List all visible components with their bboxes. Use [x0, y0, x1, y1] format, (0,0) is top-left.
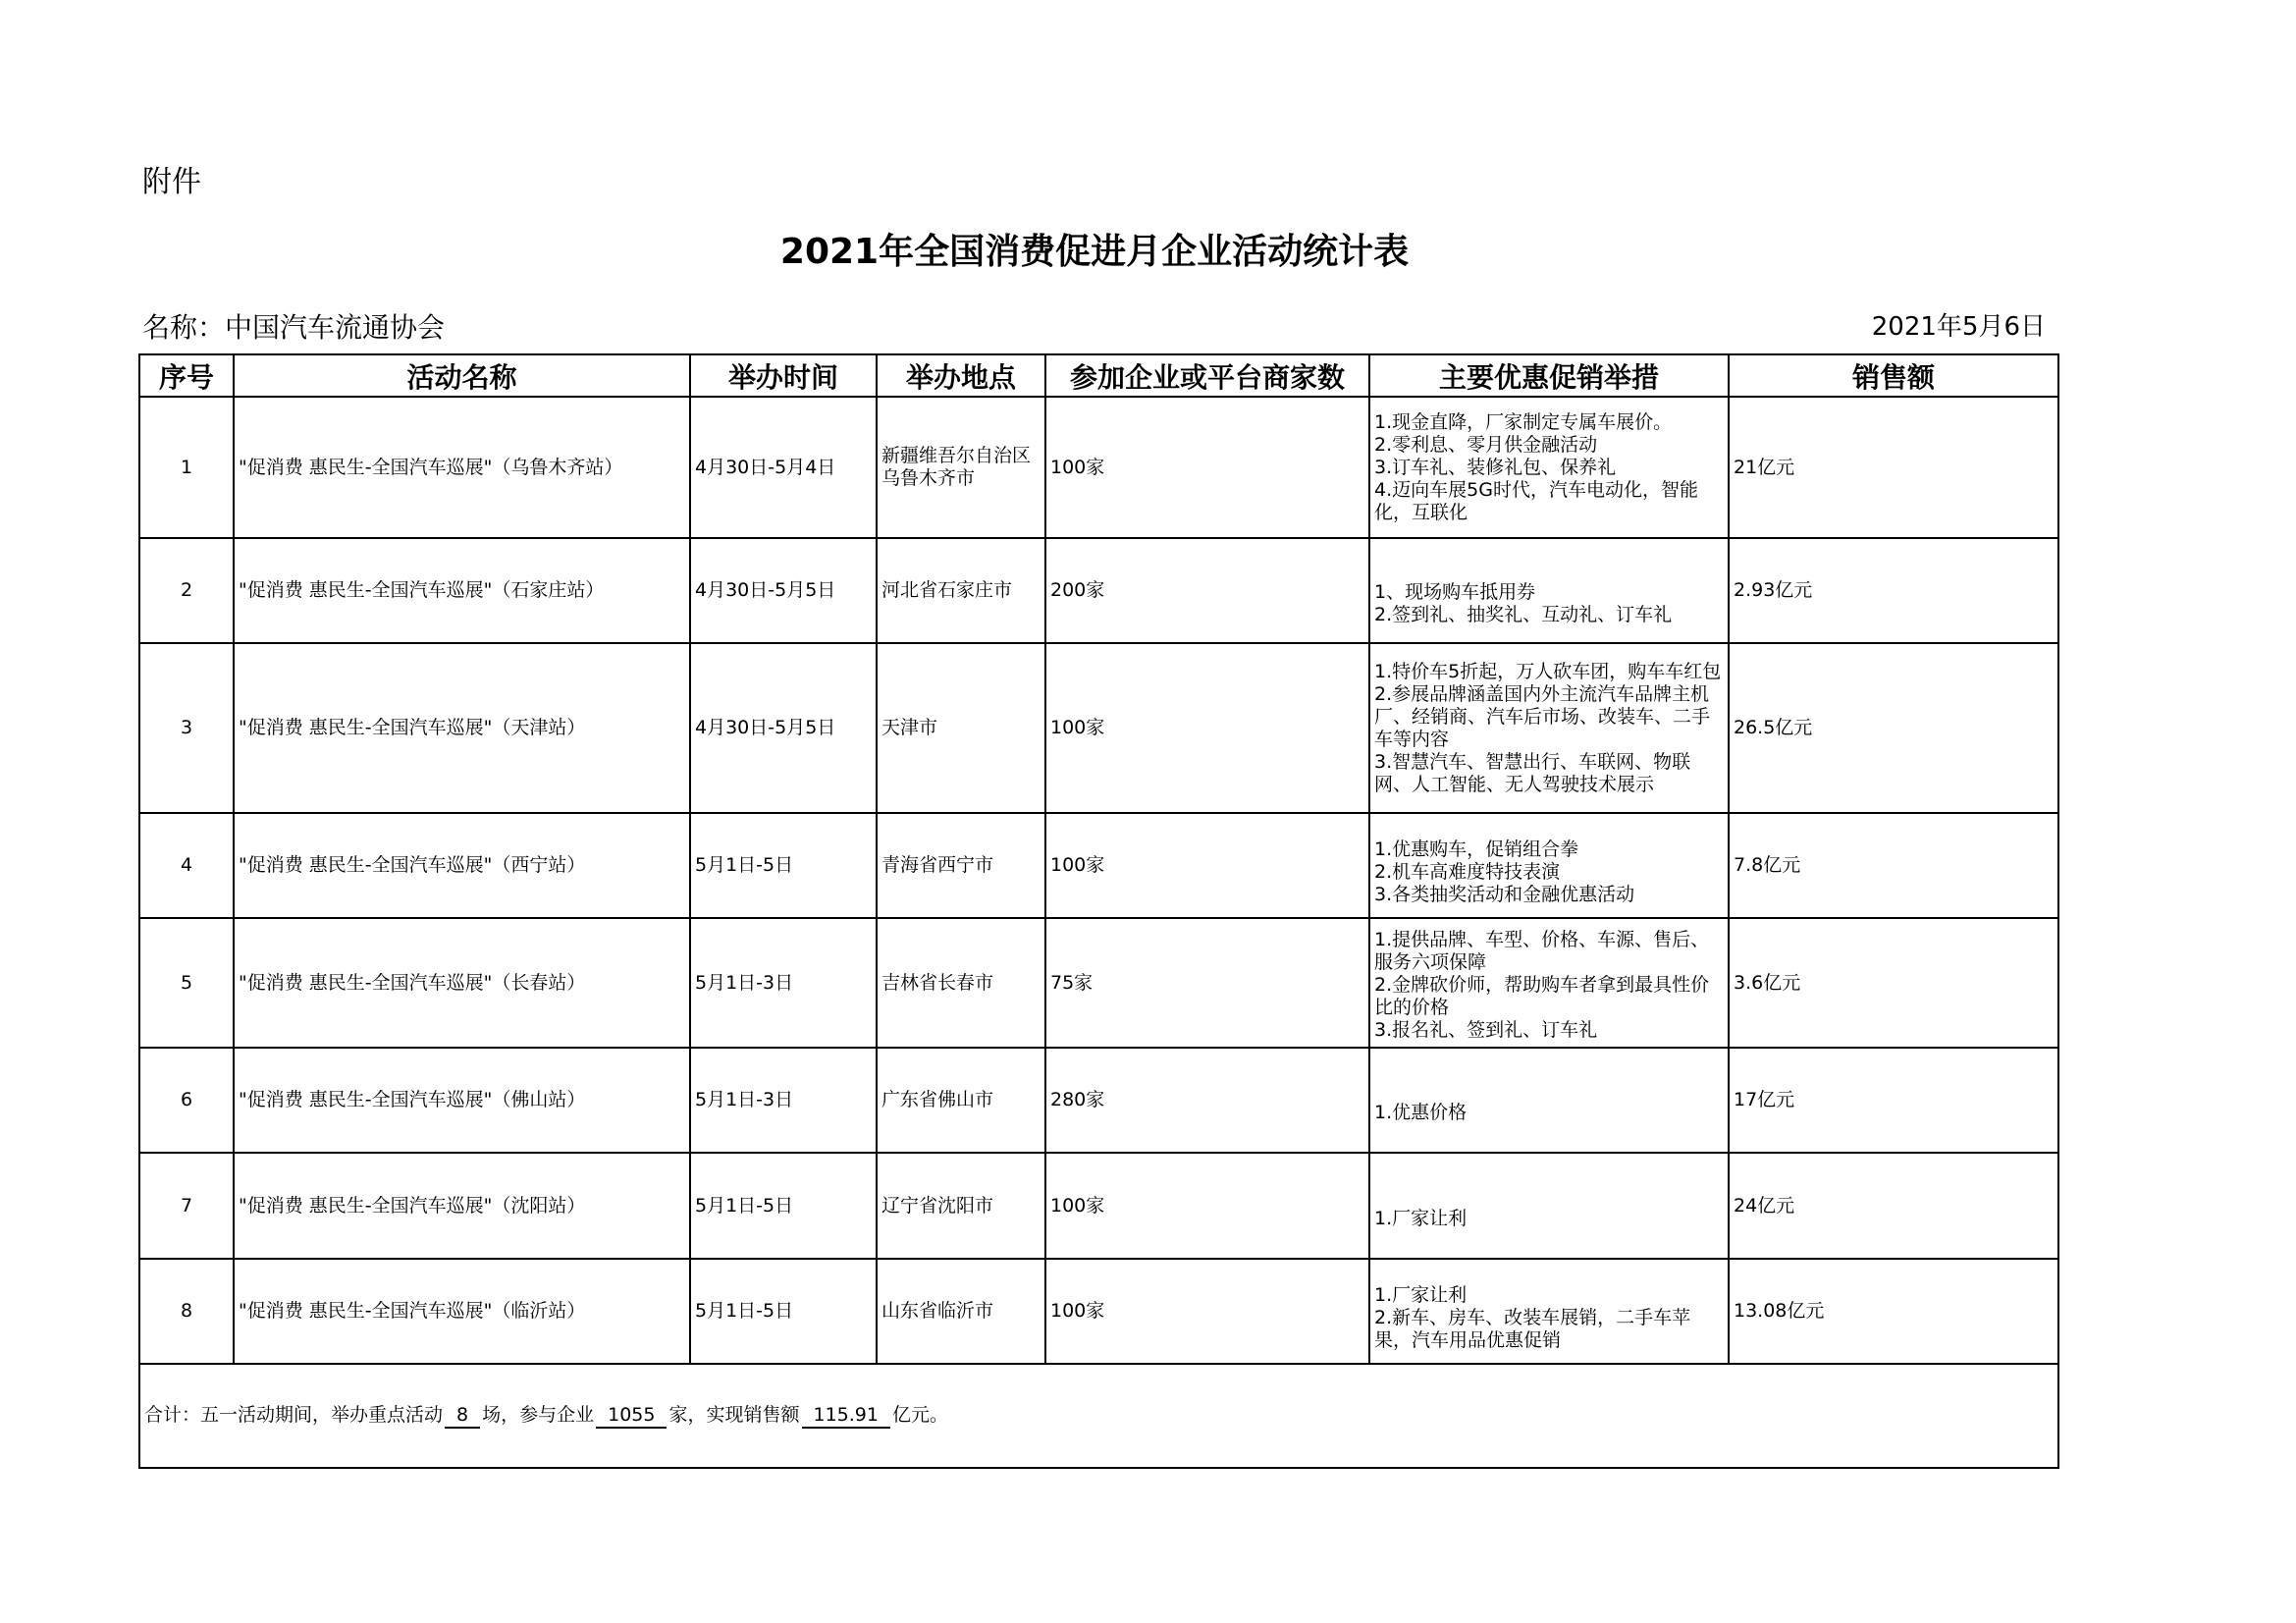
total-prefix: 合计：五一活动期间，举办重点活动: [144, 1403, 444, 1426]
row-promotions: 1.特价车5折起，万人砍车团，购车车红包 2.参展品牌涵盖国内外主流汽车品牌主机厂、经销商、汽车后市场、改装车、二手车等内容 3.智慧汽车、智慧出行、车联网、物联网、人工智能、无人驾驶技术展示: [1369, 643, 1729, 813]
total-companies-count: 1055: [596, 1404, 667, 1429]
row-seq: 7: [139, 1153, 234, 1259]
row-sales: 26.5亿元: [1729, 643, 2058, 813]
row-participants: 75家: [1045, 918, 1369, 1048]
row-participants: 100家: [1045, 1153, 1369, 1259]
row-promotions: 1.厂家让利 2.新车、房车、改装车展销，二手车苹果，汽车用品优惠促销: [1369, 1259, 1729, 1364]
total-summary: [139, 1364, 2058, 1468]
activity-statistics-table: [138, 353, 2059, 1469]
row-promotions: 1、现场购车抵用券 2.签到礼、抽奖礼、互动礼、订车礼: [1369, 538, 1729, 643]
row-activity-name: "促消费 惠民生-全国汽车巡展"（沈阳站）: [234, 1153, 690, 1259]
table-row: [139, 397, 2058, 538]
row-sales: 7.8亿元: [1729, 813, 2058, 918]
row-time: 5月1日-3日: [690, 918, 877, 1048]
row-promotions: 1.厂家让利: [1369, 1153, 1729, 1259]
row-promotions: 1.提供品牌、车型、价格、车源、售后、服务六项保障 2.金牌砍价师，帮助购车者拿到最具性价比的价格 3.报名礼、签到礼、订车礼: [1369, 918, 1729, 1048]
row-location: 青海省西宁市: [877, 813, 1045, 918]
table-row: [139, 813, 2058, 918]
column-header-activity-name: 活动名称: [234, 354, 690, 397]
column-header-participants: 参加企业或平台商家数: [1045, 354, 1369, 397]
row-promotions: 1.优惠价格: [1369, 1048, 1729, 1153]
column-header-time: 举办时间: [690, 354, 877, 397]
table-row: [139, 643, 2058, 813]
attachment-label: 附件: [142, 165, 201, 199]
table-row: [139, 1153, 2058, 1259]
table-row: [139, 1048, 2058, 1153]
row-seq: 2: [139, 538, 234, 643]
total-row: [139, 1364, 2058, 1468]
row-activity-name: "促消费 惠民生-全国汽车巡展"（西宁站）: [234, 813, 690, 918]
row-sales: 17亿元: [1729, 1048, 2058, 1153]
column-header-seq: 序号: [139, 354, 234, 397]
row-seq: 6: [139, 1048, 234, 1153]
row-sales: 3.6亿元: [1729, 918, 2058, 1048]
row-sales: 2.93亿元: [1729, 538, 2058, 643]
total-mid-1: 场，参与企业: [482, 1403, 595, 1426]
column-header-location: 举办地点: [877, 354, 1045, 397]
row-location: 河北省石家庄市: [877, 538, 1045, 643]
row-time: 4月30日-5月4日: [690, 397, 877, 538]
row-promotions: 1.现金直降，厂家制定专属车展价。 2.零利息、零月供金融活动 3.订车礼、装修礼包、保养礼 4.迈向车展5G时代，汽车电动化，智能化，互联化: [1369, 397, 1729, 538]
row-participants: 100家: [1045, 1259, 1369, 1364]
row-promotions: 1.优惠购车，促销组合拳 2.机车高难度特技表演 3.各类抽奖活动和金融优惠活动: [1369, 813, 1729, 918]
row-participants: 100家: [1045, 813, 1369, 918]
row-time: 5月1日-5日: [690, 813, 877, 918]
row-seq: 3: [139, 643, 234, 813]
table-header-row: [139, 354, 2058, 397]
column-header-promotions: 主要优惠促销举措: [1369, 354, 1729, 397]
total-sales-amount: 115.91: [802, 1404, 890, 1429]
row-activity-name: "促消费 惠民生-全国汽车巡展"（石家庄站）: [234, 538, 690, 643]
row-activity-name: "促消费 惠民生-全国汽车巡展"（临沂站）: [234, 1259, 690, 1364]
row-seq: 4: [139, 813, 234, 918]
row-participants: 100家: [1045, 397, 1369, 538]
row-participants: 100家: [1045, 643, 1369, 813]
row-location: 广东省佛山市: [877, 1048, 1045, 1153]
row-time: 4月30日-5月5日: [690, 643, 877, 813]
row-sales: 24亿元: [1729, 1153, 2058, 1259]
organization-name: 名称：中国汽车流通协会: [142, 311, 446, 344]
row-sales: 13.08亿元: [1729, 1259, 2058, 1364]
row-location: 吉林省长春市: [877, 918, 1045, 1048]
table-row: [139, 918, 2058, 1048]
total-suffix: 亿元。: [891, 1403, 948, 1426]
total-mid-2: 家，实现销售额: [668, 1403, 800, 1426]
row-activity-name: "促消费 惠民生-全国汽车巡展"（天津站）: [234, 643, 690, 813]
row-time: 5月1日-5日: [690, 1259, 877, 1364]
row-location: 辽宁省沈阳市: [877, 1153, 1045, 1259]
row-time: 5月1日-5日: [690, 1153, 877, 1259]
row-seq: 5: [139, 918, 234, 1048]
row-location: 山东省临沂市: [877, 1259, 1045, 1364]
page-title: 2021年全国消费促进月企业活动统计表: [779, 232, 1410, 272]
row-activity-name: "促消费 惠民生-全国汽车巡展"（乌鲁木齐站）: [234, 397, 690, 538]
row-seq: 8: [139, 1259, 234, 1364]
row-time: 4月30日-5月5日: [690, 538, 877, 643]
row-location: 天津市: [877, 643, 1045, 813]
row-participants: 280家: [1045, 1048, 1369, 1153]
row-sales: 21亿元: [1729, 397, 2058, 538]
table-row: [139, 538, 2058, 643]
row-participants: 200家: [1045, 538, 1369, 643]
row-location: 新疆维吾尔自治区乌鲁木齐市: [877, 397, 1045, 538]
column-header-sales: 销售额: [1729, 354, 2058, 397]
document-date: 2021年5月6日: [1871, 312, 2046, 342]
row-activity-name: "促消费 惠民生-全国汽车巡展"（长春站）: [234, 918, 690, 1048]
row-seq: 1: [139, 397, 234, 538]
table-row: [139, 1259, 2058, 1364]
total-events-count: 8: [445, 1404, 480, 1429]
row-time: 5月1日-3日: [690, 1048, 877, 1153]
row-activity-name: "促消费 惠民生-全国汽车巡展"（佛山站）: [234, 1048, 690, 1153]
